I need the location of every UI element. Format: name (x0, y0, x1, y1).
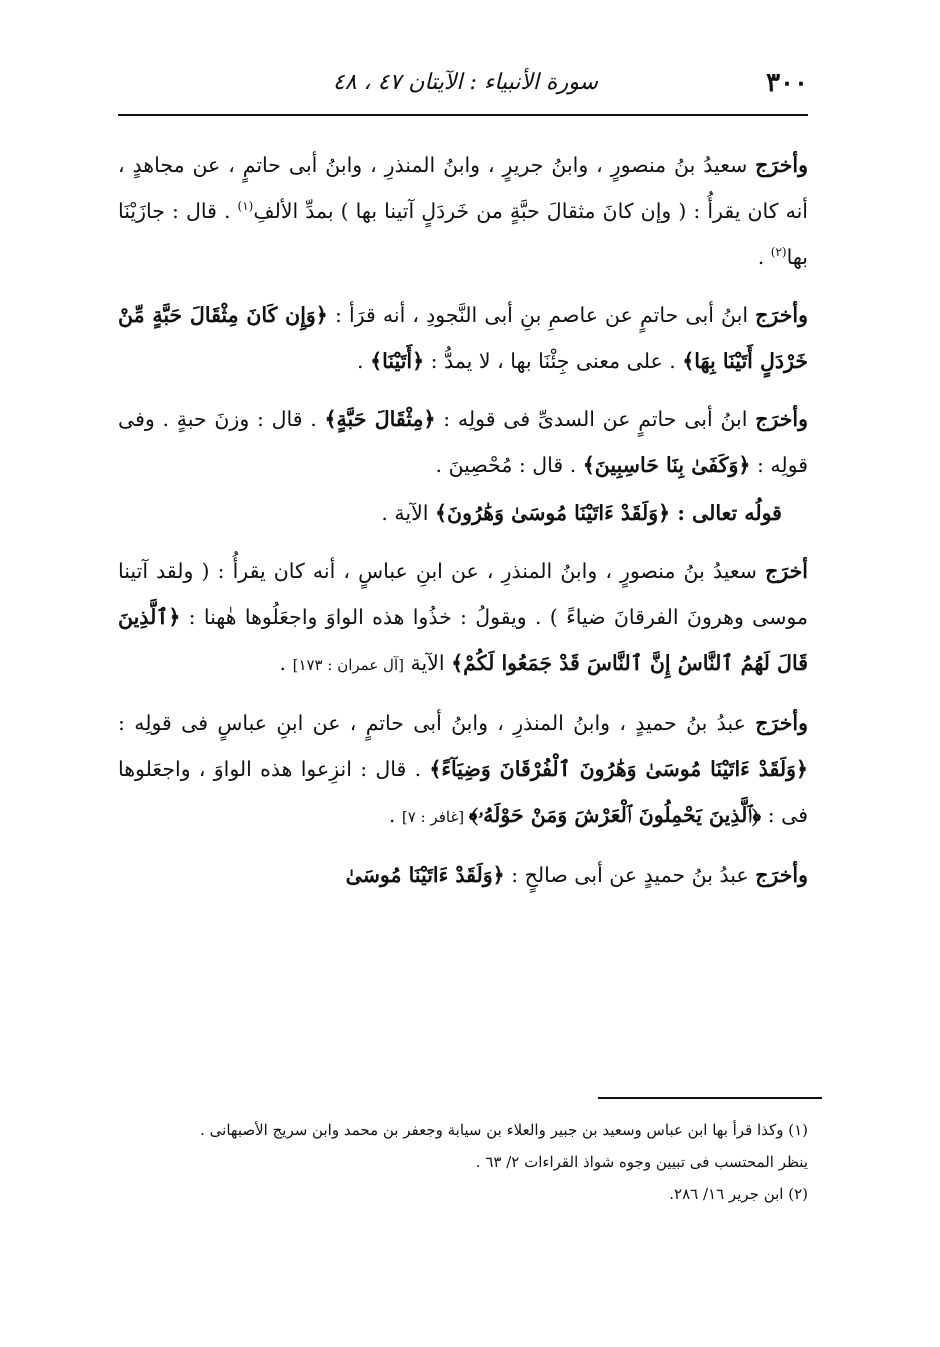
quran-verse: ﴿وَإِن كَانَ مِثْقَالَ حَبَّةٍ مِّنْ خَرْدَلٍ أَتَيْنَا بِهَا﴾ (118, 303, 808, 373)
paragraph-text: . (279, 651, 293, 675)
quran-verse: ﴿ٱلَّذِينَ قَالَ لَهُمُ ٱلنَّاسُ إِنَّ ٱلنَّاسَ قَدْ جَمَعُوا لَكُمْ﴾ (118, 605, 808, 675)
paragraph-text: الآية (403, 651, 452, 675)
quran-verse: ﴿أَتَيْنَا﴾ (370, 349, 425, 373)
verse-reference: [آل عمران : ١٧٣] (292, 656, 404, 674)
paragraph-1 (118, 142, 808, 280)
verse-reference: [غافر : ٧] (401, 808, 469, 826)
paragraph-text: ابنُ أبى حاتمٍ عن عاصمِ بنِ أبى النَّجودِ ، أنه قرَأ : (334, 303, 749, 327)
running-title: سورة الأنبياء : الآيتان ٤٧ ، ٤٨ (332, 70, 598, 95)
paragraph-6 (118, 852, 808, 898)
quran-verse: ﴿وَلَقَدْ ءَاتَيْنَا مُوسَىٰ وَهَٰرُونَ﴾ (435, 501, 671, 525)
quran-verse: ﴿ٱلَّذِينَ يَحْمِلُونَ ٱلْعَرْشَ وَمَنْ حَوْلَهُۥ﴾ (468, 803, 762, 827)
paragraph-text: . قال : مُحْصِينَ . (435, 453, 583, 477)
footnote-marker-2[interactable]: (٢) (770, 245, 787, 260)
header-rule (118, 114, 808, 116)
paragraph-lead: وأخرَج (755, 863, 808, 887)
paragraph-text: . (388, 803, 402, 827)
paragraph-text: . على معنى جِئْنَا بها ، لا يمدُّ : (430, 349, 683, 373)
paragraph-lead: أخرَج (765, 559, 808, 583)
paragraph-text: . قال : انزِعوا هذه الواوَ ، واجعَلوها فى : (118, 757, 808, 827)
section-heading (118, 490, 808, 536)
paragraph-text: . قال : وزنَ حبةٍ . وفى قولِه : (118, 407, 808, 477)
footnote-rule (598, 1097, 822, 1099)
quran-verse: ﴿مِثْقَالَ حَبَّةٍ﴾ (324, 407, 436, 431)
heading-text: الآية . (381, 501, 436, 525)
paragraph-text: سعيدُ بنُ منصورٍ ، وابنُ المنذرِ ، عن ابنِ عباسٍ ، أنه كان يقرأُ : ( ولقد آتينا موسى وهرونَ الفرقانَ ضياءً ) . ويقولُ : خذُوا هذه الواوَ واجعَلُوها هٰهنا : (118, 559, 808, 629)
footnote-2: (٢) ابن جرير ١٦/ ٢٨٦. (669, 1185, 808, 1203)
footnote-marker-1[interactable]: (١) (237, 199, 254, 214)
paragraph-3 (118, 396, 808, 488)
paragraph-text: ابنُ أبى حاتمٍ عن السدىِّ فى قولِه : (443, 407, 748, 431)
paragraph-2 (118, 292, 808, 384)
paragraph-text: . قال : جازَيْنَا بها (118, 199, 808, 269)
body-text (118, 142, 808, 910)
footnotes (118, 1114, 808, 1210)
paragraph-text: سعيدُ بنُ منصورٍ ، وابنُ جريرٍ ، وابنُ المنذرِ ، وابنُ أبى حاتمٍ ، عن مجاهدٍ ، أنه كان يقرأُ : ( وإن كانَ مثقالَ حبَّةٍ من خَردَلٍ آتينا بها ) بمدِّ الألفِ (118, 153, 808, 223)
quran-verse: ﴿وَلَقَدْ ءَاتَيْنَا مُوسَىٰ (345, 863, 505, 887)
quran-verse: ﴿وَكَفَىٰ بِنَا حَاسِبِينَ﴾ (582, 453, 751, 477)
page-number: ٣٠٠ (766, 68, 808, 98)
paragraph-lead: وأخرَج (755, 407, 809, 431)
paragraph-text: . (357, 349, 371, 373)
footnote-1: (١) وكذا قرأ بها ابن عباس وسعيد بن جبير والعلاء بن سيابة وجعفر بن محمد وابن سريج الأصبهانى . (200, 1121, 808, 1139)
paragraph-5 (118, 700, 808, 840)
paragraph-text: عبدُ بنُ حميدٍ ، وابنُ المنذرِ ، وابنُ أبى حاتمٍ ، عن ابنِ عباسٍ فى قولِه : (118, 711, 746, 735)
paragraph-lead: وأخرَج (755, 711, 808, 735)
paragraph-4 (118, 548, 808, 688)
quran-verse: ﴿وَلَقَدْ ءَاتَيْنَا مُوسَىٰ وَهَٰرُونَ ٱلْفُرْقَانَ وَضِيَآءً﴾ (429, 757, 808, 781)
footnote-1-continued: ينظر المحتسب فى تبيين وجوه شواذ القراءات ٢/ ٦٣ . (475, 1153, 808, 1171)
paragraph-lead: وأخرَج (755, 303, 808, 327)
page-header (118, 62, 808, 102)
paragraph-lead: وأخرَج (755, 153, 808, 177)
paragraph-text: . (757, 245, 771, 269)
heading-lead: قولُه تعالى : (677, 501, 782, 525)
paragraph-text: عبدُ بنُ حميدٍ عن أبى صالحٍ : (511, 863, 749, 887)
